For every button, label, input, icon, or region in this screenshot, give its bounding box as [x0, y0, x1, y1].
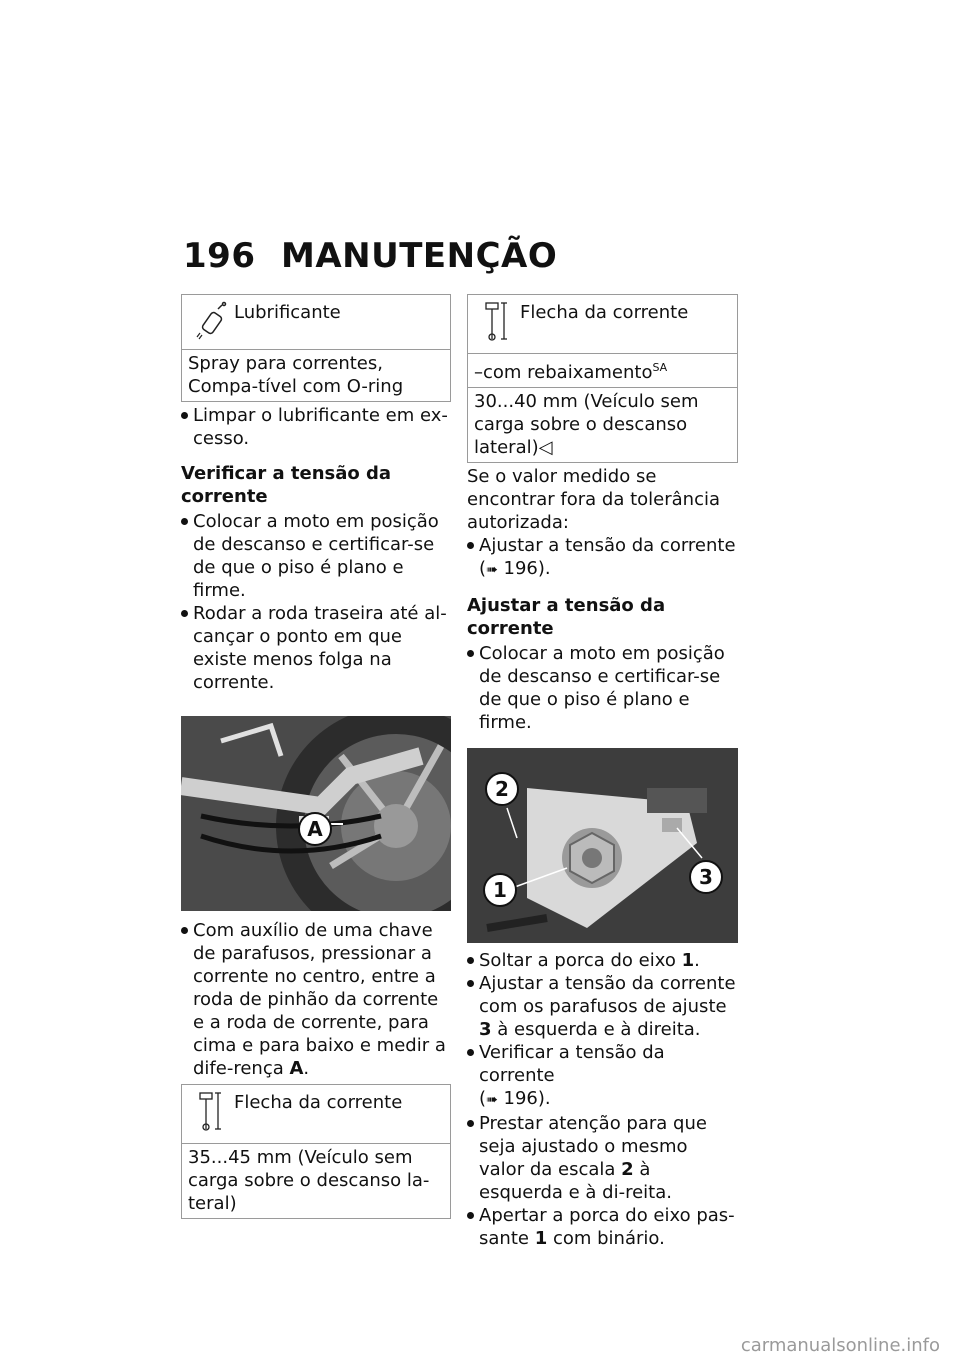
list-item: Soltar a porca do eixo 1. — [467, 949, 738, 972]
chain-slack-gauge-icon — [474, 299, 520, 343]
list-item: Ajustar a tensão da corrente com os parafusos de ajuste 3 à esquerda e à direita. — [467, 972, 738, 1041]
list-item: Apertar a porca do eixo pas-sante 1 com binário. — [467, 1204, 738, 1250]
left-column — [181, 294, 451, 1219]
slack-title-right: Flecha da corrente — [520, 302, 689, 323]
list-item: Com auxílio de uma chave de parafusos, pressionar a corrente no centro, entre a roda de pinhão da corrente e a roda de corrente, para cima e para baixo e medir a dife-rença A. — [181, 919, 451, 1080]
slack-value-left: 35...45 mm (Veículo sem carga sobre o descanso la-teral) — [182, 1143, 450, 1218]
list-item: Ajustar a tensão da corrente (➠ 196). — [467, 534, 738, 582]
list-item: Rodar a roda traseira até al-cançar o ponto em que existe menos folga na corrente. — [181, 602, 451, 694]
list-item: Limpar o lubrificante em ex-cesso. — [181, 404, 451, 450]
slack-variant: –com rebaixamento$^{SA}$ — [468, 353, 737, 387]
tolerance-text: Se o valor medido se encontrar fora da tolerância autorizada: — [467, 466, 721, 533]
photo-callout-2: 2 — [485, 772, 519, 806]
section-heading-check: Verificar a tensão da corrente — [181, 463, 392, 507]
lubricant-title: Lubrificante — [234, 302, 341, 323]
slack-title-left: Flecha da corrente — [234, 1092, 403, 1113]
right-column — [467, 294, 738, 1250]
photo-callout-1: 1 — [483, 873, 517, 907]
slack-box-left — [181, 1084, 451, 1219]
list-item: Colocar a moto em posição de descanso e certificar-se de que o piso é plano e firme. — [467, 642, 738, 734]
list-item: Colocar a moto em posição de descanso e certificar-se de que o piso é plano e firme. — [181, 510, 451, 602]
page-header — [183, 236, 557, 276]
page-title: MANUTENÇÃO — [281, 236, 558, 276]
slack-box-right — [467, 294, 738, 463]
list-item: Prestar atenção para que seja ajustado o mesmo valor da escala 2 à esquerda e à di-reita. — [467, 1112, 738, 1204]
chain-photo — [181, 716, 451, 911]
cross-reference-arrow-icon: ➠ — [486, 1092, 498, 1108]
slack-value-right: 30...40 mm (Veículo sem carga sobre o descanso lateral)◁ — [468, 387, 737, 462]
list-item: Verificar a tensão da corrente (➠ 196). — [467, 1041, 738, 1112]
photo-callout-3: 3 — [689, 860, 723, 894]
photo-callout-a: A — [298, 812, 332, 846]
page-number: 196 — [183, 236, 256, 276]
chain-slack-gauge-icon — [188, 1089, 234, 1133]
cross-reference-arrow-icon: ➠ — [486, 562, 498, 578]
watermark: carmanualsonline.info — [740, 1335, 940, 1356]
lubricant-value: Spray para correntes, Compa-tível com O-ring — [182, 349, 450, 401]
spray-can-icon — [188, 299, 234, 343]
section-heading-adjust: Ajustar a tensão da corrente — [467, 595, 666, 639]
lubricant-box — [181, 294, 451, 402]
axle-photo — [467, 748, 738, 943]
